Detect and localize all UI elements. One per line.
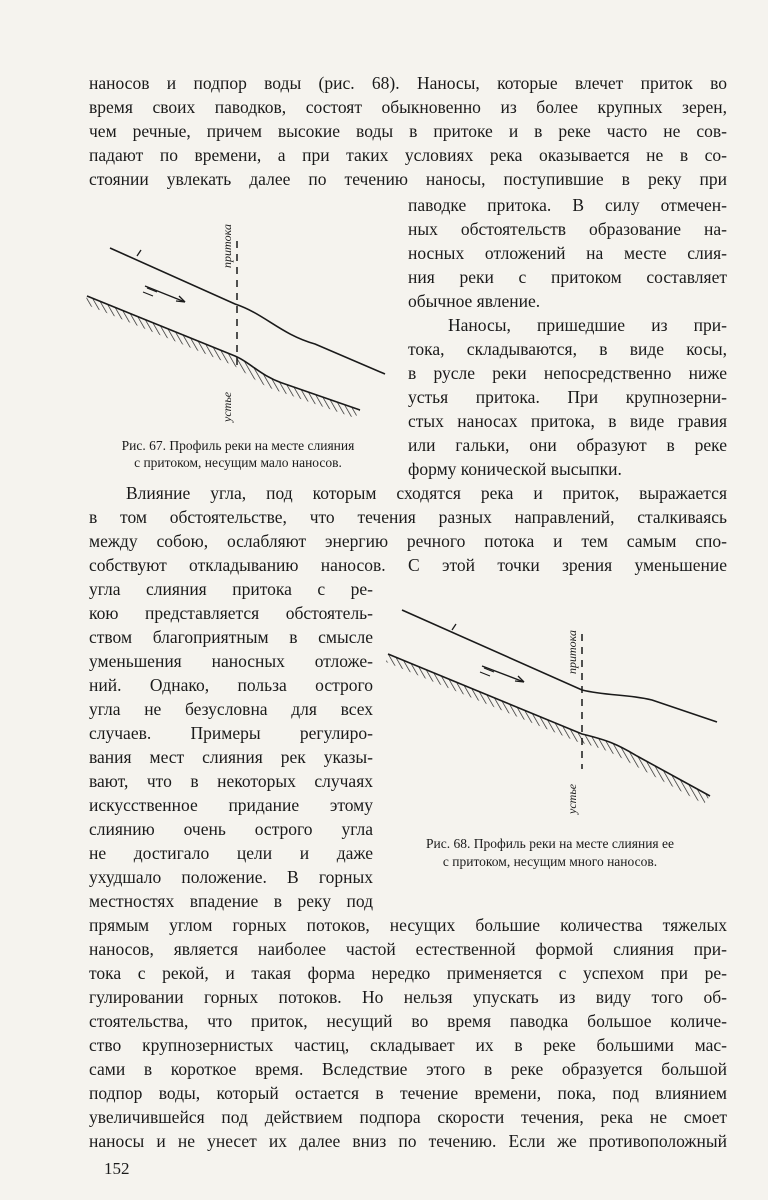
text-line: наносов и подпор воды (рис. 68). Наносы, которые влечет приток во [89,73,727,93]
text-line: устья притока. При крупнозерни- [408,387,727,407]
text-line: чем речные, причем высокие воды в притоке и в реке часто не сов- [89,121,727,141]
text-line: стоянии увлекать далее по течению наносы, поступившие в реку при [89,169,727,189]
text-line: собствуют откладыванию наносов. С этой точки зрения уменьшение [89,555,727,575]
text-line: тока, складываются, в виде косы, [408,339,727,359]
text-line: уменьшения наносных отложе- [89,651,373,671]
figure-68-caption-line1: Рис. 68. Профиль реки на месте слияния ее [425,836,675,851]
text-line: обычное явление. [408,291,541,311]
text-line: в том обстоятельстве, что течения разных направлений, сталкиваясь [89,507,727,527]
text-line: не достигало цели и даже [89,843,373,863]
text-line: ний. Однако, польза острого [89,675,373,695]
text-line: стоятельства, что приток, несущий во время паводка большое количе- [89,1011,727,1031]
text-line: случаев. Примеры регулиро- [89,723,373,743]
text-line: местностях впадение в реку под [89,891,373,911]
text-line: увеличившейся под действием подпора скорости течения, река не смоет [89,1107,727,1127]
text-line: наносов, является наиболее частой естественной формой слияния при- [89,939,727,959]
text-line: стых наносах притока, в виде гравия [408,411,727,431]
text-line: Наносы, пришедшие из при- [448,315,727,335]
text-line: или гальки, они образуют в реке [408,435,727,455]
text-line: подпор воды, который остается в течение времени, пока, под влиянием [89,1083,727,1103]
text-line: вают, что в некоторых случаях [89,771,373,791]
text-line: ством благоприятным в смысле [89,627,373,647]
text-line: носных отложений на месте слия- [408,243,727,263]
text-line: искусственное придание этому [89,795,373,815]
figure-67-mouth-label: устье [220,391,234,422]
text-line: ных обстоятельств образование на- [408,219,727,239]
figure-68-caption-line2: с притоком, несущим много наносов. [442,854,658,869]
text-line: кою представляется обстоятель- [89,603,373,623]
text-line: гулировании горных потоков. Но нельзя упускать из виду того об- [89,987,727,1007]
text-line: Влияние угла, под которым сходятся река и приток, выражается [126,483,727,503]
text-line: вания мест слияния рек указы- [89,747,373,767]
figure-68-tributary-label: притока [565,630,579,674]
text-line: между собою, ослабляют энергию речного потока и тем самым спо- [89,531,727,551]
figure-68-mouth-label: устье [565,783,579,814]
text-line: угла не безусловна для всех [89,699,373,719]
text-line: сами в короткое время. Вследствие этого в реке образуется большой [89,1059,727,1079]
text-line: паводке притока. В силу отмечен- [408,195,727,215]
text-line: падают по времени, а при таких условиях река оказывается не в со- [89,145,727,165]
text-line: угла слияния притока с ре- [89,579,373,599]
text-line: тока с рекой, и такая форма нередко применяется с успехом при ре- [89,963,727,983]
text-line: ния реки с притоком составляет [408,267,727,287]
figure-68-river-profile [382,594,722,834]
text-line: в русле реки непосредственно ниже [408,363,727,383]
figure-67-river-profile [85,196,390,436]
text-line: наносы и не унесет их далее вниз по течению. Если же противоположный [89,1131,727,1151]
figure-67-tributary-label: притока [220,224,234,268]
figure-67-caption-line2: с притоком, несущим мало наносов. [134,455,342,470]
text-line: прямым углом горных потоков, несущих большие количества тяжелых [89,915,727,935]
text-line: слиянию очень острого угла [89,819,373,839]
text-line: форму конической высыпки. [408,459,622,479]
text-line: время своих паводков, состоят обыкновенно из более крупных зерен, [89,97,727,117]
text-line: ство крупнозернистых частиц, складывает их в реке большими мас- [89,1035,727,1055]
text-line: ухудшало положение. В горных [89,867,373,887]
figure-67-caption-line1: Рис. 67. Профиль реки на месте слияния [121,438,355,453]
page-number: 152 [104,1159,130,1178]
